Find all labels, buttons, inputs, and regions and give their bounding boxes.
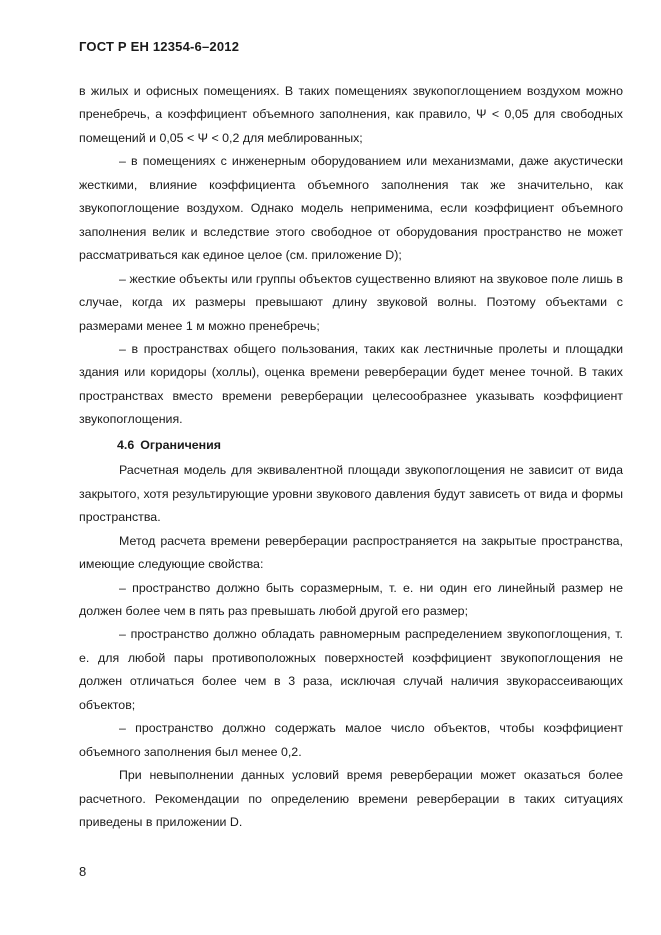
section-heading: [79, 434, 623, 457]
list-item: – пространство должно обладать равномерным распределением звукопоглощения, т. е. для любой пары противоположных поверхностей коэффициент звукопоглощения не должен отличаться более чем в 3 раза, исключая случай наличия звукорассеивающих объектов;: [79, 627, 623, 712]
paragraph: в жилых и офисных помещениях. В таких помещениях звукопоглощением воздухом можно пренебречь, а коэффициент объемного заполнения, как правило, Ψ < 0,05 для свободных помещений и 0,05 < Ψ < 0,2 для меблированных;: [79, 84, 623, 145]
page-number: 8: [79, 864, 87, 879]
list-item: – пространство должно быть соразмерным, т. е. ни один его линейный размер не должен более чем в пять раз превышать любой другой его размер;: [79, 580, 623, 618]
section-title: Ограничения: [140, 437, 222, 452]
section-number: 4.6: [117, 437, 135, 452]
paragraph: Расчетная модель для эквивалентной площади звукопоглощения не зависит от вида закрытого, хотя результирующие уровни звукового давления будут зависеть от вида и формы пространства.: [79, 463, 623, 525]
list-item: – жесткие объекты или группы объектов существенно влияют на звуковое поле лишь в случае, когда их размеры превышают длину звуковой волны. Поэтому объектами с размерами менее 1 м можно пренебречь;: [79, 271, 623, 333]
list-item: – в пространствах общего пользования, таких как лестничные пролеты и площадки здания или коридоры (холлы), оценка времени реверберации будет менее точной. В таких пространствах вместо времени реверберации целесообразнее указывать коэффициент звукопоглощения.: [79, 341, 623, 427]
paragraph: При невыполнении данных условий время реверберации может оказаться более расчетного. Рекомендации по определению времени реверберации в таких ситуациях приведены в приложении D.: [79, 768, 623, 830]
list-item: – в помещениях с инженерным оборудованием или механизмами, даже акустически жесткими, влияние коэффициента объемного заполнения так же значительно, как звукопоглощение воздухом. Однако модель неприменима, если коэффициент объемного заполнения велик и вследствие этого свободное от оборудования пространство не может рассматриваться как единое целое (см. приложение D);: [79, 154, 623, 263]
list-item: – пространство должно содержать малое число объектов, чтобы коэффициент объемного заполнения был менее 0,2.: [79, 721, 623, 759]
document-body: [79, 80, 623, 835]
paragraph: Метод расчета времени реверберации распространяется на закрытые пространства, имеющие следующие свойства:: [79, 533, 623, 572]
document-header: ГОСТ Р ЕН 12354-6–2012: [79, 39, 240, 54]
